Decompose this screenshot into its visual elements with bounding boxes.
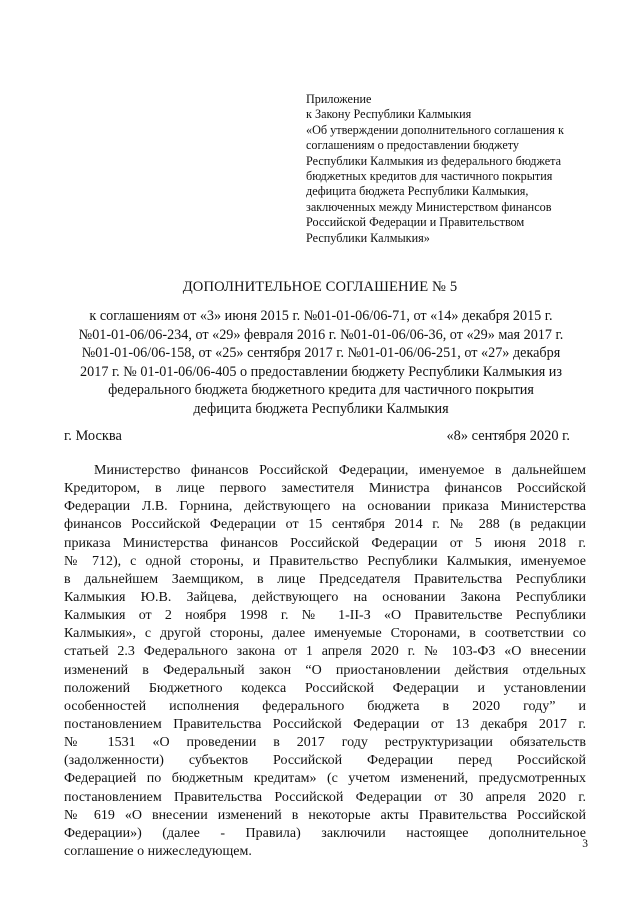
signing-place: г. Москва xyxy=(64,428,122,444)
body-line: приказа Министерства финансов Российской Федерации от 5 июня 2018 г. xyxy=(64,535,586,551)
document-title: ДОПОЛНИТЕЛЬНОЕ СОГЛАШЕНИЕ № 5 xyxy=(182,279,458,295)
body-line: статьей 2.3 Федерального закона от 1 апреля 2020 г. № 103-ФЗ «О внесении xyxy=(64,644,586,660)
body-line: постановлением Правительства Российской Федерации от 13 декабря 2017 г. xyxy=(64,716,586,732)
subject-line: 2017 г. № 01-01-06/06-405 о предоставлении бюджету Республики Калмыкия из xyxy=(80,363,562,380)
subject-line: к соглашениям от «3» июня 2015 г. №01-01-06/06-71, от «14» декабря 2015 г. xyxy=(89,308,553,324)
page-number: 3 xyxy=(582,838,588,850)
body-line: Федерацией по бюджетным кредитам» (с учетом изменений, предусмотренных xyxy=(64,771,586,787)
subject-line: №01-01-06/06-234, от «29» февраля 2016 г. №01-01-06/06-36, от «29» мая 2017 г. xyxy=(78,326,564,343)
body-line: (задолженности) субъектов Российской Федерации перед Российской xyxy=(64,753,586,769)
annex-line: к Закону Республики Калмыкия xyxy=(306,107,472,122)
body-line: в дальнейшем Заемщиком, в лице Председателя Правительства Республики xyxy=(64,571,586,587)
annex-line: «Об утверждении дополнительного соглашения к xyxy=(306,122,564,137)
annex-line: Приложение xyxy=(306,92,372,106)
subject-line: дефицита бюджета Республики Калмыкия xyxy=(193,400,449,417)
body-line: постановлением Правительства Российской Федерации от 30 апреля 2020 г. xyxy=(64,789,586,805)
subject-line: №01-01-06/06-158, от «25» сентября 2017 г. №01-01-06/06-251, от «27» декабря xyxy=(81,345,561,362)
body-line: Министерство финансов Российской Федерации, именуемое в дальнейшем xyxy=(94,463,586,478)
subject-line: федерального бюджета бюджетного кредита для частичного покрытия xyxy=(108,382,534,399)
agreement-subject xyxy=(40,307,602,419)
body-line: Калмыкия от 2 ноября 1998 г. № 1-II-З «О Правительстве Республики xyxy=(64,608,586,624)
body-line: Калмыкия», с другой стороны, далее именуемые Сторонами, в соответствии со xyxy=(64,626,586,642)
annex-line: Российской Федерации и Правительством xyxy=(306,215,525,230)
signing-date: «8» сентября 2020 г. xyxy=(446,428,570,444)
body-line: № 619 «О внесении изменений в некоторые акты Правительства Российской xyxy=(64,807,586,823)
body-line: особенностей исполнения федерального бюджета в 2020 году” и xyxy=(64,698,586,714)
body-line: финансов Российской Федерации от 15 сентября 2014 г. № 288 (в редакции xyxy=(64,517,586,533)
body-line: соглашение о нижеследующем. xyxy=(64,843,252,859)
annex-line: заключенных между Министерством финансов xyxy=(306,199,552,214)
body-line: Калмыкия Ю.В. Зайцева, действующего на основании Закона Республики xyxy=(64,589,586,605)
body-line: Федерации Л.В. Горнина, действующего на основании приказа Министерства xyxy=(64,499,586,515)
annex-line: соглашениям о предоставлении бюджету xyxy=(306,138,519,153)
annex-header xyxy=(306,92,606,246)
agreement-body xyxy=(64,462,586,861)
body-line: Кредитором, в лице первого заместителя Министра финансов Российской xyxy=(64,481,586,497)
body-line: положений Бюджетного кодекса Российской Федерации и установлении xyxy=(64,680,586,696)
annex-line: бюджетных кредитов для частичного покрытия xyxy=(306,169,553,184)
annex-line: дефицита бюджета Республики Калмыкия, xyxy=(306,184,529,199)
body-line: № 1531 «О проведении в 2017 году реструктуризации обязательств xyxy=(64,735,586,751)
body-line: Федерации») (далее - Правила) заключили настоящее дополнительное xyxy=(64,825,586,841)
annex-line: Республики Калмыкия из федерального бюджета xyxy=(306,153,562,168)
body-line: № 712), с одной стороны, и Правительство Республики Калмыкия, именуемое xyxy=(64,553,586,569)
annex-line: Республики Калмыкия» xyxy=(306,230,430,245)
body-line: изменений в Федеральный закон “О приостановлении действия отдельных xyxy=(64,662,586,678)
